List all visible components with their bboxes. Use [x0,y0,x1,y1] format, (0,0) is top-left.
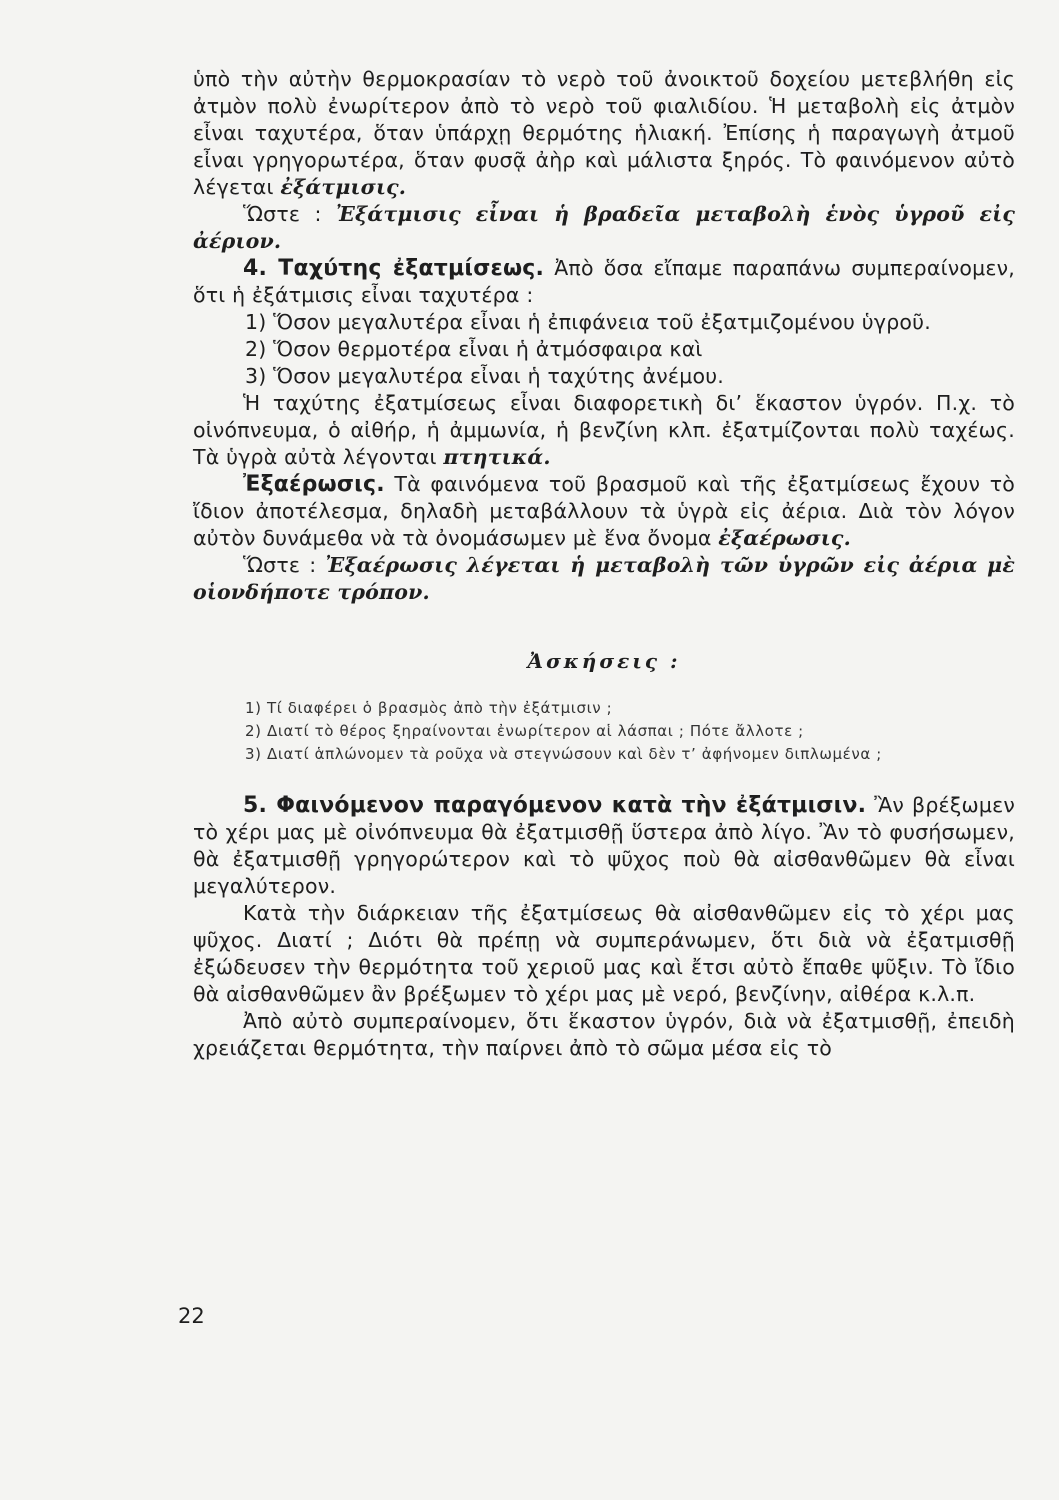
exercise-item: 3) Διατί ἁπλώνομεν τὰ ροῦχα νὰ στεγνώσουν καὶ δὲν τ’ ἀφήνομεν διπλωμένα ; [245,745,882,763]
section-4-heading: 4. Ταχύτης ἐξατμίσεως. [243,256,545,281]
term-volatile: πτητικά. [443,445,551,469]
section-4: 4. Ταχύτης ἐξατμίσεως. Ἀπὸ ὅσα εἴπαμε παραπάνω συμπεραίνομεν, ὅτι ἡ ἐξάτμισις εἶναι ταχυτέρα : [193,256,1015,307]
paragraph-conclusion: Ἀπὸ αὐτὸ συμπεραίνομεν, ὅτι ἕκαστον ὑγρόν, διὰ νὰ ἐξατμισθῇ, ἐπειδὴ χρειάζεται θερμότητα, τὴν παίρνει ἀπὸ τὸ σῶμα μέσα εἰς τὸ [193,1009,1015,1060]
paragraph-volatile: Ἡ ταχύτης ἐξατμίσεως εἶναι διαφορετικὴ δι’ ἕκαστον ὑγρόν. Π.χ. τὸ οἰνόπνευμα, ὁ αἰθήρ, ἡ ἀμμωνία, ἡ βενζίνη κλπ. ἐξατμίζονται πολὺ ταχέως. Τὰ ὑγρὰ αὐτὰ λέγονται πτητικά. [193,391,1015,469]
definition-vaporization: Ὥστε : Ἐξαέρωσις λέγεται ἡ μεταβολὴ τῶν ὑγρῶν εἰς ἀέρια μὲ οἱονδήποτε τρόπον. [193,553,1016,604]
exercise-item: 1) Τί διαφέρει ὁ βρασμὸς ἀπὸ τὴν ἐξάτμισιν ; [245,699,613,717]
paragraph-cooling: Κατὰ τὴν διάρκειαν τῆς ἐξατμίσεως θὰ αἰσθανθῶμεν εἰς τὸ χέρι μας ψῦχος. Διατί ; Διότι θὰ πρέπῃ νὰ συμπεράνωμεν, ὅτι διὰ νὰ ἐξατμισθῇ ἐξώδευσεν τὴν θερμότητα τοῦ χεριοῦ μας καὶ ἔτσι αὐτὸ ἔπαθε ψῦξιν. Τὸ ἴδιο θὰ αἰσθανθῶμεν ἂν βρέξωμεν τὸ χέρι μας μὲ νερό, βενζίνην, αἰθέρα κ.λ.π. [193,901,1015,1006]
section-5: 5. Φαινόμενον παραγόμενον κατὰ τὴν ἐξάτμισιν. Ἂν βρέξωμεν τὸ χέρι μας μὲ οἰνόπνευμα θὰ ἐξατμισθῇ ὕστερα ἀπὸ λίγο. Ἂν τὸ φυσήσωμεν, θὰ ἐξατμισθῇ γρηγορώτερον καὶ τὸ ψῦχος ποὺ θὰ αἰσθανθῶμεν θὰ εἶναι μεγαλύτερον. [193,793,1016,898]
list-item: 1) Ὅσον μεγαλυτέρα εἶναι ἡ ἐπιφάνεια τοῦ ἐξατμιζομένου ὑγροῦ. [245,310,931,334]
paragraph-evaporation-intro: ὑπὸ τὴν αὐτὴν θερμοκρασίαν τὸ νερὸ τοῦ ἀνοικτοῦ δοχείου μετεβλήθη εἰς ἀτμὸν πολὺ ἐνωρίτερον ἀπὸ τὸ νερὸ τοῦ φιαλιδίου. Ἡ μεταβολὴ εἰς ἀτμὸν εἶναι ταχυτέρα, ὅταν ὑπάρχῃ θερμότης ἡλιακή. Ἐπίσης ἡ παραγωγὴ ἀτμοῦ εἶναι γρηγορωτέρα, ὅταν φυσᾷ ἀὴρ καὶ μάλιστα ξηρός. Τὸ φαινόμενον αὐτὸ λέγεται ἐξάτμισις. [193,67,1015,199]
page-body [193,66,1015,1062]
exercises-title: Ἀσκήσεις : [527,649,681,673]
list-item: 2) Ὅσον θερμοτέρα εἶναι ἡ ἀτμόσφαιρα καὶ [245,337,703,361]
section-vaporization-heading: Ἐξαέρωσις. [243,472,385,497]
definition-evaporation: Ὥστε : Ἐξάτμισις εἶναι ἡ βραδεῖα μεταβολὴ ἑνὸς ὑγροῦ εἰς ἀέριον. [193,202,1016,253]
list-item: 3) Ὅσον μεγαλυτέρα εἶναι ἡ ταχύτης ἀνέμου. [245,364,724,388]
section-vaporization: Ἐξαέρωσις. Τὰ φαινόμενα τοῦ βρασμοῦ καὶ τῆς ἐξατμίσεως ἔχουν τὸ ἴδιον ἀποτέλεσμα, δηλαδὴ μεταβάλλουν τὰ ὑγρὰ εἰς ἀέρια. Διὰ τὸν λόγον αὐτὸν δυνάμεθα νὰ τὰ ὀνομάσωμεν μὲ ἕνα ὄνομα ἐξαέρωσις. [193,472,1016,550]
page-number: 22 [178,1304,205,1328]
exercise-item: 2) Διατί τὸ θέρος ξηραίνονται ἐνωρίτερον αἱ λάσπαι ; Πότε ἄλλοτε ; [245,722,804,740]
term-evaporation: ἐξάτμισις. [280,175,407,199]
term-vaporization: ἐξαέρωσις. [718,526,851,550]
section-5-heading: 5. Φαινόμενον παραγόμενον κατὰ τὴν ἐξάτμισιν. [243,793,867,818]
